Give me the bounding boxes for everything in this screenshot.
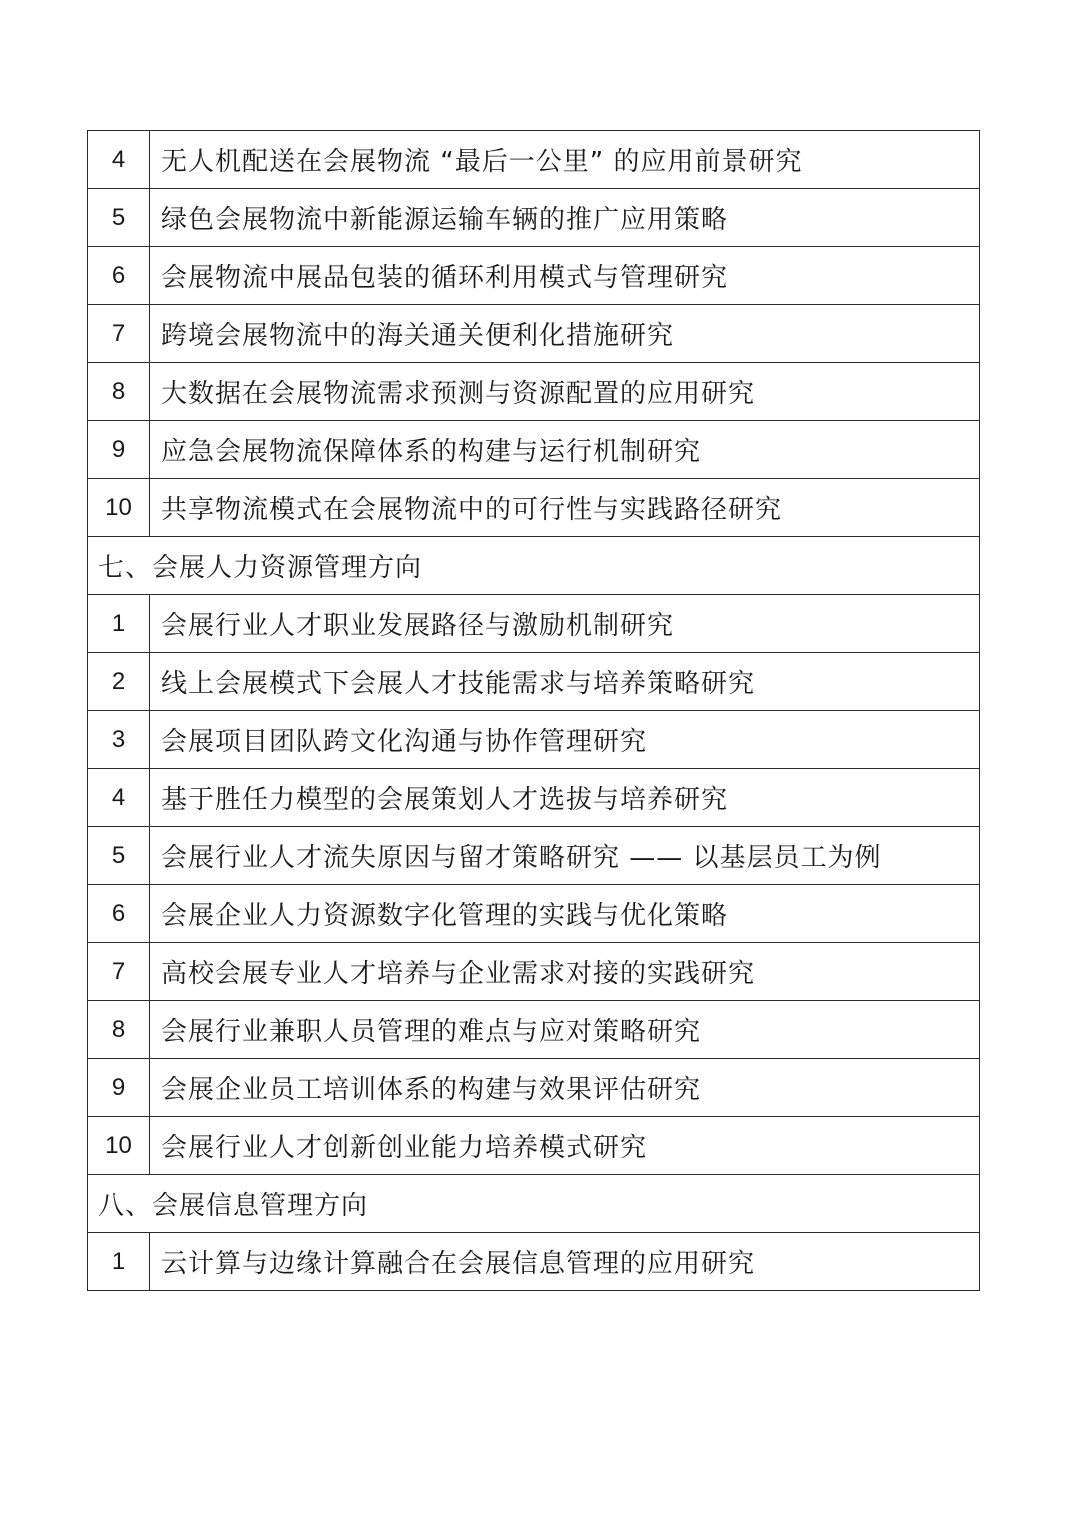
section-header-row — [88, 1175, 980, 1233]
table-row — [88, 363, 980, 421]
table-row — [88, 595, 980, 653]
row-title: 共享物流模式在会展物流中的可行性与实践路径研究 — [150, 479, 980, 537]
row-number: 7 — [88, 305, 150, 363]
row-number: 9 — [88, 1059, 150, 1117]
row-number: 1 — [88, 1233, 150, 1291]
table-row — [88, 827, 980, 885]
table-row — [88, 189, 980, 247]
row-number: 4 — [88, 131, 150, 189]
row-title: 线上会展模式下会展人才技能需求与培养策略研究 — [150, 653, 980, 711]
table-row — [88, 247, 980, 305]
row-number: 5 — [88, 827, 150, 885]
row-title: 基于胜任力模型的会展策划人才选拔与培养研究 — [150, 769, 980, 827]
row-number: 6 — [88, 885, 150, 943]
table-row — [88, 711, 980, 769]
row-number: 5 — [88, 189, 150, 247]
row-number: 2 — [88, 653, 150, 711]
topics-table-body — [88, 131, 980, 1291]
table-row — [88, 653, 980, 711]
row-title: 会展行业人才创新创业能力培养模式研究 — [150, 1117, 980, 1175]
row-title: 会展行业人才职业发展路径与激励机制研究 — [150, 595, 980, 653]
row-title: 应急会展物流保障体系的构建与运行机制研究 — [150, 421, 980, 479]
table-row — [88, 131, 980, 189]
row-title: 会展行业兼职人员管理的难点与应对策略研究 — [150, 1001, 980, 1059]
table-row — [88, 1001, 980, 1059]
row-title: 会展项目团队跨文化沟通与协作管理研究 — [150, 711, 980, 769]
row-number: 4 — [88, 769, 150, 827]
table-row — [88, 421, 980, 479]
row-number: 8 — [88, 1001, 150, 1059]
table-row — [88, 479, 980, 537]
row-title: 会展行业人才流失原因与留才策略研究 —— 以基层员工为例 — [150, 827, 980, 885]
table-row — [88, 305, 980, 363]
section-heading: 八、会展信息管理方向 — [88, 1175, 980, 1233]
section-heading: 七、会展人力资源管理方向 — [88, 537, 980, 595]
table-row — [88, 1059, 980, 1117]
row-title: 绿色会展物流中新能源运输车辆的推广应用策略 — [150, 189, 980, 247]
table-row — [88, 943, 980, 1001]
table-row — [88, 1117, 980, 1175]
table-row — [88, 769, 980, 827]
row-number: 1 — [88, 595, 150, 653]
row-title: 会展企业人力资源数字化管理的实践与优化策略 — [150, 885, 980, 943]
row-title: 会展物流中展品包装的循环利用模式与管理研究 — [150, 247, 980, 305]
section-header-row — [88, 537, 980, 595]
row-number: 8 — [88, 363, 150, 421]
row-number: 7 — [88, 943, 150, 1001]
row-number: 9 — [88, 421, 150, 479]
row-title: 大数据在会展物流需求预测与资源配置的应用研究 — [150, 363, 980, 421]
row-title: 高校会展专业人才培养与企业需求对接的实践研究 — [150, 943, 980, 1001]
row-number: 10 — [88, 1117, 150, 1175]
row-title: 跨境会展物流中的海关通关便利化措施研究 — [150, 305, 980, 363]
row-title: 会展企业员工培训体系的构建与效果评估研究 — [150, 1059, 980, 1117]
topics-table — [87, 130, 980, 1291]
row-number: 10 — [88, 479, 150, 537]
table-row — [88, 885, 980, 943]
table-row — [88, 1233, 980, 1291]
row-title: 无人机配送在会展物流 “最后一公里” 的应用前景研究 — [150, 131, 980, 189]
row-number: 6 — [88, 247, 150, 305]
row-title: 云计算与边缘计算融合在会展信息管理的应用研究 — [150, 1233, 980, 1291]
row-number: 3 — [88, 711, 150, 769]
